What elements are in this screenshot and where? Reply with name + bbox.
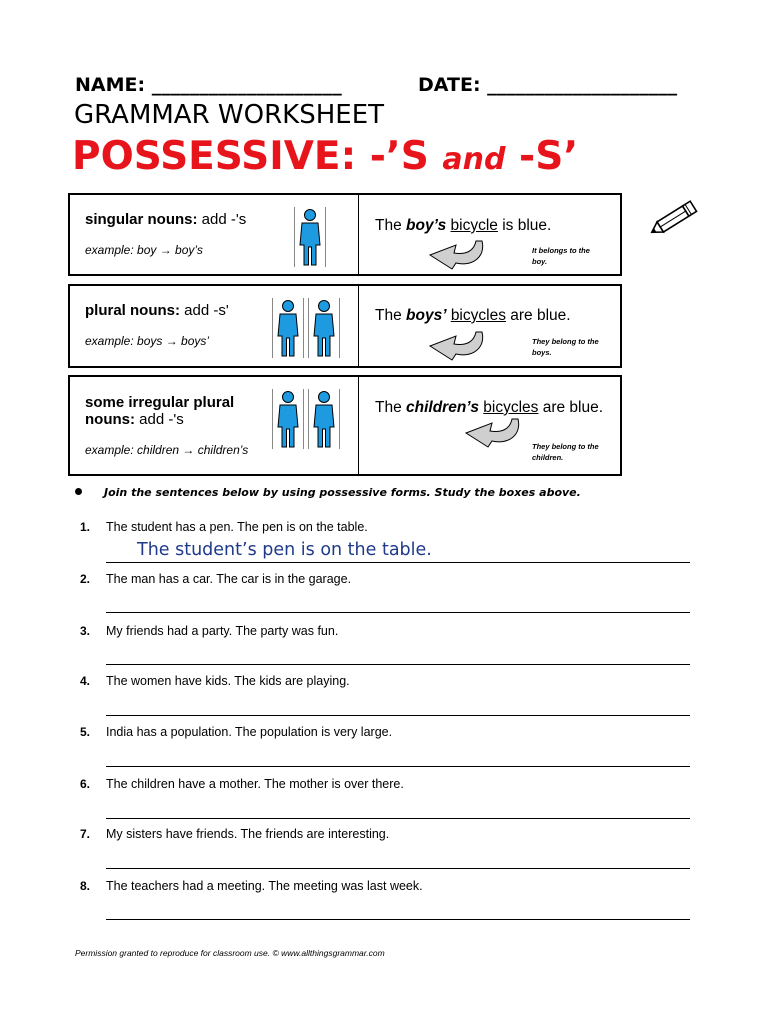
rule-heading-bold: plural nouns: <box>85 302 180 319</box>
example-noun: example: children <box>85 443 183 457</box>
rule-example <box>85 334 209 348</box>
rule-heading-bold: singular nouns: <box>85 211 198 228</box>
subtitle-end: -S’ <box>505 134 579 179</box>
question-number: 3. <box>80 624 91 638</box>
sentence-end: are blue. <box>538 399 604 416</box>
sample-answer: The student’s pen is on the table. <box>137 540 432 560</box>
person-icon <box>309 298 339 358</box>
rule-example <box>85 243 203 257</box>
sentence-possessive: boy’s <box>406 217 447 234</box>
question-number: 8. <box>80 879 91 893</box>
rule-box-irregular <box>68 375 622 476</box>
person-frame <box>308 298 340 358</box>
arrow-icon: → <box>165 334 178 348</box>
person-frame <box>272 298 304 358</box>
example-noun: example: boy <box>85 243 160 257</box>
subtitle-and: and <box>442 142 506 177</box>
person-icon <box>273 389 303 449</box>
rule-box-plural <box>68 284 622 368</box>
instructions: Join the sentences below by using possessive forms. Study the boxes above. <box>104 486 581 499</box>
question-text: My sisters have friends. The friends are interesting. <box>106 827 390 841</box>
person-frame <box>294 207 326 267</box>
sentence-possessive: boys’ <box>406 307 447 324</box>
rule-box-singular <box>68 193 622 276</box>
answer-line[interactable] <box>106 868 690 869</box>
worksheet-title: GRAMMAR WORKSHEET <box>74 100 385 130</box>
answer-line[interactable] <box>106 715 690 716</box>
ownership-note: They belong to the children. <box>532 442 599 462</box>
answer-line[interactable] <box>106 612 690 613</box>
person-frame <box>272 389 304 449</box>
curved-arrow-icon <box>426 239 492 271</box>
person-frame <box>308 389 340 449</box>
person-icon <box>273 298 303 358</box>
curved-arrow-icon <box>462 417 528 449</box>
example-noun: example: boys <box>85 334 166 348</box>
footer-permission: Permission granted to reproduce for classroom use. © www.allthingsgrammar.com <box>75 948 385 958</box>
question-number: 5. <box>80 725 91 739</box>
rule-heading-rest: add -'s <box>135 411 184 428</box>
box-divider <box>358 195 359 274</box>
person-icon <box>295 207 325 267</box>
rule-heading-rest: add -s' <box>180 302 229 319</box>
ownership-note: It belongs to the boy. <box>532 246 590 266</box>
sentence-noun: bicycle <box>450 217 498 234</box>
curved-arrow-icon <box>426 330 492 362</box>
question-text: My friends had a party. The party was fun. <box>106 624 339 638</box>
person-icon <box>309 389 339 449</box>
question-text: The man has a car. The car is in the garage. <box>106 572 352 586</box>
answer-line[interactable] <box>106 664 690 665</box>
answer-line[interactable] <box>106 766 690 767</box>
sentence-start: The <box>375 307 407 324</box>
sentence-noun: bicycles <box>483 399 539 416</box>
bullet-icon <box>75 488 82 495</box>
date-field-label: DATE: ____________________ <box>418 74 678 96</box>
rule-heading <box>85 211 246 228</box>
question-number: 7. <box>80 827 91 841</box>
sentence-end: is blue. <box>497 217 552 234</box>
question-number: 1. <box>80 520 91 534</box>
question-text: The student has a pen. The pen is on the table. <box>106 520 368 534</box>
question-text: The children have a mother. The mother is over there. <box>106 777 404 791</box>
sentence-start: The <box>375 217 407 234</box>
example-sentence <box>375 216 551 235</box>
name-field-label: NAME: ____________________ <box>75 74 342 96</box>
question-number: 4. <box>80 674 91 688</box>
answer-line[interactable] <box>106 919 690 920</box>
question-text: India has a population. The population is very large. <box>106 725 393 739</box>
example-sentence <box>375 398 615 417</box>
answer-line[interactable] <box>106 562 690 563</box>
rule-heading <box>85 394 270 428</box>
example-possessive: children’s <box>194 443 249 457</box>
answer-line[interactable] <box>106 818 690 819</box>
example-possessive: boys’ <box>177 334 210 348</box>
subtitle-main: POSSESSIVE: -’S <box>72 134 443 179</box>
arrow-icon: → <box>159 243 172 257</box>
question-text: The teachers had a meeting. The meeting was last week. <box>106 879 423 893</box>
pencil-icon <box>644 196 702 242</box>
example-sentence <box>375 306 571 325</box>
sentence-end: are blue. <box>505 307 571 324</box>
sentence-start: The <box>375 399 407 416</box>
sentence-possessive: children’s <box>406 399 479 416</box>
arrow-icon: → <box>182 443 195 457</box>
rule-heading-rest: add -'s <box>197 211 247 228</box>
rule-heading <box>85 302 229 319</box>
sentence-noun: bicycles <box>450 307 506 324</box>
worksheet-subtitle <box>72 134 578 179</box>
box-divider <box>358 286 359 366</box>
ownership-note: They belong to the boys. <box>532 337 599 357</box>
question-text: The women have kids. The kids are playing. <box>106 674 350 688</box>
box-divider <box>358 377 359 474</box>
example-possessive: boy’s <box>171 243 203 257</box>
rule-example <box>85 443 248 457</box>
rule-heading-bold: some irregular plural nouns: <box>85 394 235 428</box>
question-number: 2. <box>80 572 91 586</box>
question-number: 6. <box>80 777 91 791</box>
